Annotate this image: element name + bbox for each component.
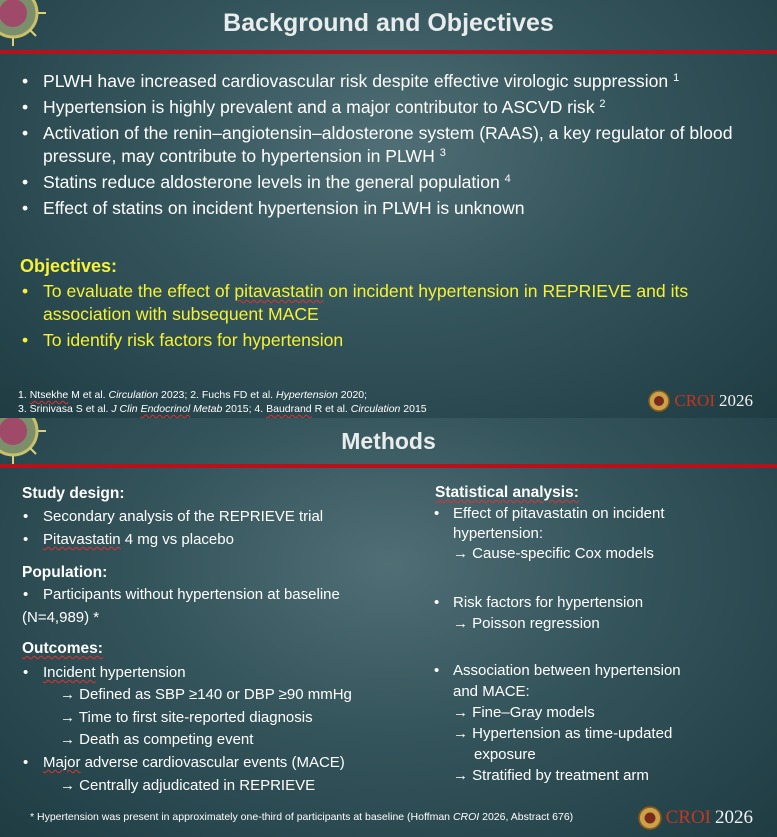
stats-item-cont: and MACE: (453, 683, 530, 700)
stats-subitem: → Poisson regression (453, 615, 600, 632)
stats-subitem-cont: exposure (474, 746, 536, 763)
slide-methods (0, 418, 777, 837)
study-design-item: Pitavastatin 4 mg vs placebo (43, 531, 234, 548)
stats-subitem: → Fine–Gray models (453, 704, 595, 721)
slide-title: Background and Objectives (223, 9, 554, 37)
croi-logo-year: 2026 (715, 807, 753, 828)
methods-left-column: Study design: • Secondary analysis of the REPRIEVE trial • Pitavastatin 4 mg vs placebo Population: • Participants without hypertension at baseline (N=4,989) * Outcomes: • Incident hypertension → Defined as SBP ≥140 or DBP ≥90 mmHg → Time to first site-reported diagnosis → Death as competing event • Major adverse cardiovascular events (MACE) → Centrally adjudicated in REPRIEVE (22, 485, 352, 794)
stats-item-cont: hypertension: (453, 525, 544, 542)
croi-logo-text: CROI (665, 807, 711, 828)
background-bullet: • Effect of statins on incident hypertension in PLWH is unknown (22, 197, 757, 220)
objectives-list (22, 280, 752, 355)
footnote: * Hypertension was present in approximately one-third of participants at baseline (Hoffman CROI 2026, Abstract 676) (30, 811, 574, 823)
objectives-heading: Objectives: (20, 256, 118, 276)
outcome-item: Incident hypertension (43, 664, 186, 681)
objective-item: • To evaluate the effect of pitavastatin on incident hypertension in REPRIEVE and its association with subsequent MACE (22, 280, 752, 326)
croi-logo (648, 390, 753, 412)
slide-title: Methods (341, 428, 436, 454)
stats-heading: Statistical analysis: (435, 484, 579, 501)
background-bullet: • Statins reduce aldosterone levels in the general population $^4$ (22, 171, 757, 194)
outcomes-heading: Outcomes: (22, 640, 103, 657)
croi-logo (638, 806, 753, 830)
methods-right-column: Statistical analysis: • Effect of pitavastatin on incident hypertension: → Cause-specific Cox models • Risk factors for hypertension → Poisson regression • Association between hypertension and MACE: → Fine–Gray models → Hypertension as time-updated exposure → Stratified by treatment arm (434, 484, 681, 784)
stats-subitem: → Cause-specific Cox models (453, 545, 654, 562)
stats-item: Risk factors for hypertension (453, 594, 644, 611)
population-item: Participants without hypertension at baseline (43, 586, 340, 603)
slide-background-objectives (0, 0, 777, 418)
croi-logo-text: CROI (674, 391, 715, 410)
croi-seal-icon (648, 390, 670, 412)
population-heading: Population: (22, 564, 108, 581)
croi-logo-year: 2026 (719, 391, 753, 410)
outcome-subitem: → Time to first site-reported diagnosis (60, 709, 313, 726)
croi-seal-icon (638, 806, 662, 830)
stats-subitem: → Stratified by treatment arm (453, 767, 649, 784)
references: 1. Ntsekhe M et al. Circulation 2023; 2. Fuchs FD et al. Hypertension 2020; 3. Srinivasa S et al. J Clin Endocrinol Metab 2015; 4. Baudrand R et al. Circulation 2015 (18, 389, 427, 415)
background-bullets (22, 70, 757, 223)
objective-item: • To identify risk factors for hypertension (22, 329, 752, 352)
population-item-cont: (N=4,989) * (22, 609, 100, 626)
outcome-subitem: → Centrally adjudicated in REPRIEVE (60, 777, 316, 794)
stats-item: Association between hypertension (453, 662, 681, 679)
background-bullet: • Activation of the renin–angiotensin–aldosterone system (RAAS), a key regulator of blood pressure, may contribute to hypertension in PLWH $^3$ (22, 122, 757, 168)
study-design-item: Secondary analysis of the REPRIEVE trial (43, 508, 324, 525)
title-divider (0, 50, 777, 54)
outcome-item: Major adverse cardiovascular events (MACE) (43, 754, 345, 771)
background-bullet: • Hypertension is highly prevalent and a major contributor to ASCVD risk $^2$ (22, 96, 757, 119)
outcome-subitem: → Death as competing event (60, 731, 254, 748)
stats-subitem: → Hypertension as time-updated (453, 725, 673, 742)
study-design-heading: Study design: (22, 485, 125, 502)
background-bullet: • PLWH have increased cardiovascular risk despite effective virologic suppression $^1$ (22, 70, 757, 93)
stats-item: Effect of pitavastatin on incident (453, 505, 665, 522)
outcome-subitem: → Defined as SBP ≥140 or DBP ≥90 mmHg (60, 686, 352, 703)
